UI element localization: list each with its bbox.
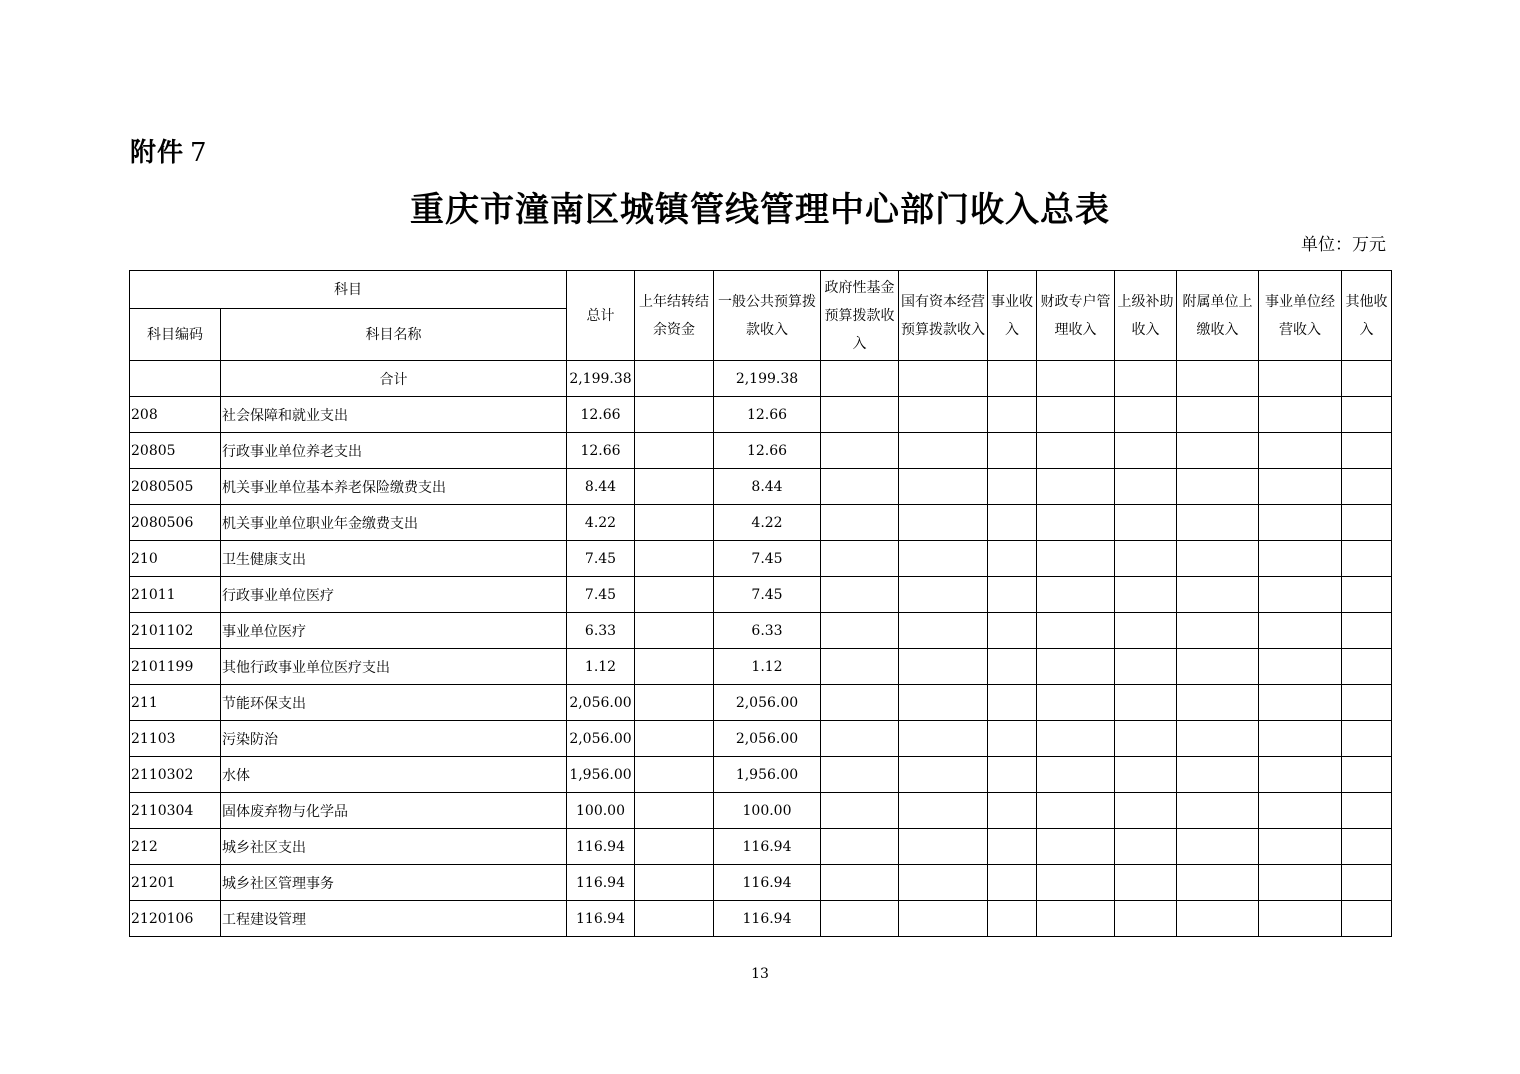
row-operating — [1259, 793, 1342, 829]
row-carryover — [635, 721, 714, 757]
row-superior-subsidy — [1115, 793, 1177, 829]
row-state-capital — [899, 757, 988, 793]
table-row — [130, 865, 1392, 901]
row-business — [988, 397, 1037, 433]
row-other — [1342, 793, 1392, 829]
row-name: 污染防治 — [221, 721, 567, 757]
row-affiliated — [1177, 541, 1259, 577]
table-row — [130, 793, 1392, 829]
row-gov-fund — [821, 685, 899, 721]
row-other — [1342, 469, 1392, 505]
row-total: 12.66 — [567, 397, 635, 433]
row-operating — [1259, 649, 1342, 685]
page-number: 13 — [751, 966, 769, 982]
row-gov-fund — [821, 793, 899, 829]
row-gov-fund — [821, 577, 899, 613]
unit-label: 单位：万元 — [1301, 235, 1386, 255]
row-name: 卫生健康支出 — [221, 541, 567, 577]
row-name: 社会保障和就业支出 — [221, 397, 567, 433]
row-total: 4.22 — [567, 505, 635, 541]
row-superior-subsidy — [1115, 505, 1177, 541]
row-general-budget: 1.12 — [714, 649, 821, 685]
table-row — [130, 577, 1392, 613]
row-gov-fund — [821, 433, 899, 469]
row-total: 7.45 — [567, 541, 635, 577]
row-business — [988, 793, 1037, 829]
row-other — [1342, 721, 1392, 757]
row-gov-fund — [821, 865, 899, 901]
row-total: 116.94 — [567, 901, 635, 937]
row-operating — [1259, 577, 1342, 613]
row-state-capital — [899, 613, 988, 649]
attachment-label — [130, 132, 208, 169]
row-name: 事业单位医疗 — [221, 613, 567, 649]
table-row — [130, 433, 1392, 469]
row-total: 1,956.00 — [567, 757, 635, 793]
income-table — [129, 270, 1392, 937]
row-carryover — [635, 541, 714, 577]
row-name: 水体 — [221, 757, 567, 793]
row-code: 2080506 — [130, 505, 221, 541]
row-special-account — [1037, 577, 1115, 613]
row-total: 1.12 — [567, 649, 635, 685]
row-code: 21103 — [130, 721, 221, 757]
header-code: 科目编码 — [130, 309, 221, 361]
row-carryover — [635, 433, 714, 469]
row-operating — [1259, 505, 1342, 541]
table-row — [130, 721, 1392, 757]
row-name: 城乡社区管理事务 — [221, 865, 567, 901]
row-gov-fund — [821, 649, 899, 685]
header-affiliated: 附属单位上缴收入 — [1177, 271, 1259, 361]
header-other: 其他收入 — [1342, 271, 1392, 361]
row-state-capital — [899, 505, 988, 541]
total-total: 2,199.38 — [567, 361, 635, 397]
attachment-text: 附件 — [130, 138, 185, 168]
row-state-capital — [899, 577, 988, 613]
row-operating — [1259, 541, 1342, 577]
row-affiliated — [1177, 649, 1259, 685]
row-superior-subsidy — [1115, 433, 1177, 469]
row-total: 116.94 — [567, 865, 635, 901]
row-business — [988, 829, 1037, 865]
row-code: 212 — [130, 829, 221, 865]
row-general-budget: 100.00 — [714, 793, 821, 829]
row-carryover — [635, 469, 714, 505]
row-state-capital — [899, 433, 988, 469]
header-business: 事业收入 — [988, 271, 1037, 361]
row-special-account — [1037, 793, 1115, 829]
row-general-budget: 116.94 — [714, 865, 821, 901]
header-superior-subsidy: 上级补助收入 — [1115, 271, 1177, 361]
row-general-budget: 2,056.00 — [714, 721, 821, 757]
row-gov-fund — [821, 505, 899, 541]
row-special-account — [1037, 541, 1115, 577]
table-row — [130, 757, 1392, 793]
row-superior-subsidy — [1115, 577, 1177, 613]
row-carryover — [635, 649, 714, 685]
row-other — [1342, 685, 1392, 721]
row-superior-subsidy — [1115, 721, 1177, 757]
table-row — [130, 829, 1392, 865]
row-state-capital — [899, 685, 988, 721]
row-total: 2,056.00 — [567, 685, 635, 721]
row-business — [988, 613, 1037, 649]
row-state-capital — [899, 469, 988, 505]
row-carryover — [635, 829, 714, 865]
row-operating — [1259, 757, 1342, 793]
row-operating — [1259, 721, 1342, 757]
table-row — [130, 505, 1392, 541]
row-superior-subsidy — [1115, 685, 1177, 721]
row-name: 城乡社区支出 — [221, 829, 567, 865]
row-special-account — [1037, 397, 1115, 433]
table-row — [130, 469, 1392, 505]
row-gov-fund — [821, 613, 899, 649]
row-total: 7.45 — [567, 577, 635, 613]
row-business — [988, 649, 1037, 685]
row-total: 6.33 — [567, 613, 635, 649]
row-general-budget: 1,956.00 — [714, 757, 821, 793]
row-special-account — [1037, 613, 1115, 649]
row-total: 116.94 — [567, 829, 635, 865]
row-general-budget: 2,056.00 — [714, 685, 821, 721]
header-state-capital: 国有资本经营预算拨款收入 — [899, 271, 988, 361]
row-carryover — [635, 793, 714, 829]
row-other — [1342, 541, 1392, 577]
row-operating — [1259, 397, 1342, 433]
row-general-budget: 4.22 — [714, 505, 821, 541]
row-other — [1342, 505, 1392, 541]
table-row — [130, 901, 1392, 937]
row-code: 21011 — [130, 577, 221, 613]
header-subject: 科目 — [130, 271, 567, 309]
row-business — [988, 901, 1037, 937]
row-code: 2110302 — [130, 757, 221, 793]
header-name: 科目名称 — [221, 309, 567, 361]
row-special-account — [1037, 685, 1115, 721]
row-state-capital — [899, 865, 988, 901]
row-code: 2101102 — [130, 613, 221, 649]
row-superior-subsidy — [1115, 865, 1177, 901]
row-operating — [1259, 865, 1342, 901]
header-gov-fund: 政府性基金预算拨款收入 — [821, 271, 899, 361]
row-operating — [1259, 433, 1342, 469]
row-special-account — [1037, 721, 1115, 757]
row-name: 工程建设管理 — [221, 901, 567, 937]
row-code: 211 — [130, 685, 221, 721]
row-other — [1342, 901, 1392, 937]
row-general-budget: 12.66 — [714, 397, 821, 433]
row-general-budget: 7.45 — [714, 577, 821, 613]
total-general-budget: 2,199.38 — [714, 361, 821, 397]
row-state-capital — [899, 829, 988, 865]
row-other — [1342, 829, 1392, 865]
row-other — [1342, 649, 1392, 685]
row-gov-fund — [821, 469, 899, 505]
row-state-capital — [899, 901, 988, 937]
table-row — [130, 613, 1392, 649]
row-total: 2,056.00 — [567, 721, 635, 757]
row-affiliated — [1177, 901, 1259, 937]
row-name: 固体废弃物与化学品 — [221, 793, 567, 829]
row-code: 208 — [130, 397, 221, 433]
row-carryover — [635, 901, 714, 937]
row-business — [988, 577, 1037, 613]
row-state-capital — [899, 721, 988, 757]
row-business — [988, 865, 1037, 901]
row-superior-subsidy — [1115, 901, 1177, 937]
row-operating — [1259, 469, 1342, 505]
row-business — [988, 505, 1037, 541]
row-other — [1342, 613, 1392, 649]
row-gov-fund — [821, 757, 899, 793]
row-total: 8.44 — [567, 469, 635, 505]
row-code: 210 — [130, 541, 221, 577]
row-general-budget: 8.44 — [714, 469, 821, 505]
row-other — [1342, 757, 1392, 793]
row-business — [988, 757, 1037, 793]
table-row — [130, 541, 1392, 577]
row-affiliated — [1177, 613, 1259, 649]
row-gov-fund — [821, 397, 899, 433]
row-business — [988, 541, 1037, 577]
row-carryover — [635, 613, 714, 649]
row-code: 21201 — [130, 865, 221, 901]
row-code: 2080505 — [130, 469, 221, 505]
row-special-account — [1037, 901, 1115, 937]
row-superior-subsidy — [1115, 397, 1177, 433]
row-state-capital — [899, 649, 988, 685]
row-affiliated — [1177, 829, 1259, 865]
row-name: 行政事业单位养老支出 — [221, 433, 567, 469]
row-affiliated — [1177, 721, 1259, 757]
row-superior-subsidy — [1115, 613, 1177, 649]
header-special-account: 财政专户管理收入 — [1037, 271, 1115, 361]
row-carryover — [635, 685, 714, 721]
header-general-budget: 一般公共预算拨款收入 — [714, 271, 821, 361]
row-carryover — [635, 757, 714, 793]
row-superior-subsidy — [1115, 469, 1177, 505]
row-special-account — [1037, 469, 1115, 505]
row-superior-subsidy — [1115, 541, 1177, 577]
row-superior-subsidy — [1115, 649, 1177, 685]
row-operating — [1259, 829, 1342, 865]
row-name: 节能环保支出 — [221, 685, 567, 721]
table-row — [130, 685, 1392, 721]
row-special-account — [1037, 829, 1115, 865]
row-affiliated — [1177, 793, 1259, 829]
row-general-budget: 7.45 — [714, 541, 821, 577]
row-affiliated — [1177, 505, 1259, 541]
header-operating: 事业单位经营收入 — [1259, 271, 1342, 361]
row-special-account — [1037, 757, 1115, 793]
row-name: 其他行政事业单位医疗支出 — [221, 649, 567, 685]
row-carryover — [635, 397, 714, 433]
row-business — [988, 685, 1037, 721]
row-other — [1342, 397, 1392, 433]
row-operating — [1259, 901, 1342, 937]
row-operating — [1259, 685, 1342, 721]
table-row — [130, 649, 1392, 685]
row-affiliated — [1177, 685, 1259, 721]
row-carryover — [635, 505, 714, 541]
row-business — [988, 433, 1037, 469]
row-gov-fund — [821, 829, 899, 865]
row-superior-subsidy — [1115, 829, 1177, 865]
row-superior-subsidy — [1115, 757, 1177, 793]
row-other — [1342, 865, 1392, 901]
row-affiliated — [1177, 469, 1259, 505]
row-general-budget: 116.94 — [714, 829, 821, 865]
row-special-account — [1037, 865, 1115, 901]
row-other — [1342, 433, 1392, 469]
row-other — [1342, 577, 1392, 613]
row-special-account — [1037, 649, 1115, 685]
row-state-capital — [899, 397, 988, 433]
total-label: 合计 — [221, 361, 567, 397]
page-title: 重庆市潼南区城镇管线管理中心部门收入总表 — [410, 190, 1110, 230]
row-gov-fund — [821, 541, 899, 577]
row-name: 机关事业单位基本养老保险缴费支出 — [221, 469, 567, 505]
row-total: 100.00 — [567, 793, 635, 829]
row-affiliated — [1177, 397, 1259, 433]
table-row — [130, 397, 1392, 433]
row-general-budget: 6.33 — [714, 613, 821, 649]
row-general-budget: 12.66 — [714, 433, 821, 469]
row-gov-fund — [821, 901, 899, 937]
row-state-capital — [899, 541, 988, 577]
row-affiliated — [1177, 757, 1259, 793]
header-total: 总计 — [567, 271, 635, 361]
row-name: 行政事业单位医疗 — [221, 577, 567, 613]
row-state-capital — [899, 793, 988, 829]
row-special-account — [1037, 433, 1115, 469]
row-carryover — [635, 577, 714, 613]
row-code: 20805 — [130, 433, 221, 469]
row-code: 2101199 — [130, 649, 221, 685]
row-general-budget: 116.94 — [714, 901, 821, 937]
row-carryover — [635, 865, 714, 901]
row-business — [988, 721, 1037, 757]
row-operating — [1259, 613, 1342, 649]
row-code: 2120106 — [130, 901, 221, 937]
row-gov-fund — [821, 721, 899, 757]
row-business — [988, 469, 1037, 505]
header-carryover: 上年结转结余资金 — [635, 271, 714, 361]
row-special-account — [1037, 505, 1115, 541]
row-code: 2110304 — [130, 793, 221, 829]
row-affiliated — [1177, 865, 1259, 901]
attachment-number: 7 — [190, 138, 208, 168]
row-total: 12.66 — [567, 433, 635, 469]
total-row — [130, 361, 1392, 397]
row-affiliated — [1177, 577, 1259, 613]
row-affiliated — [1177, 433, 1259, 469]
row-name: 机关事业单位职业年金缴费支出 — [221, 505, 567, 541]
